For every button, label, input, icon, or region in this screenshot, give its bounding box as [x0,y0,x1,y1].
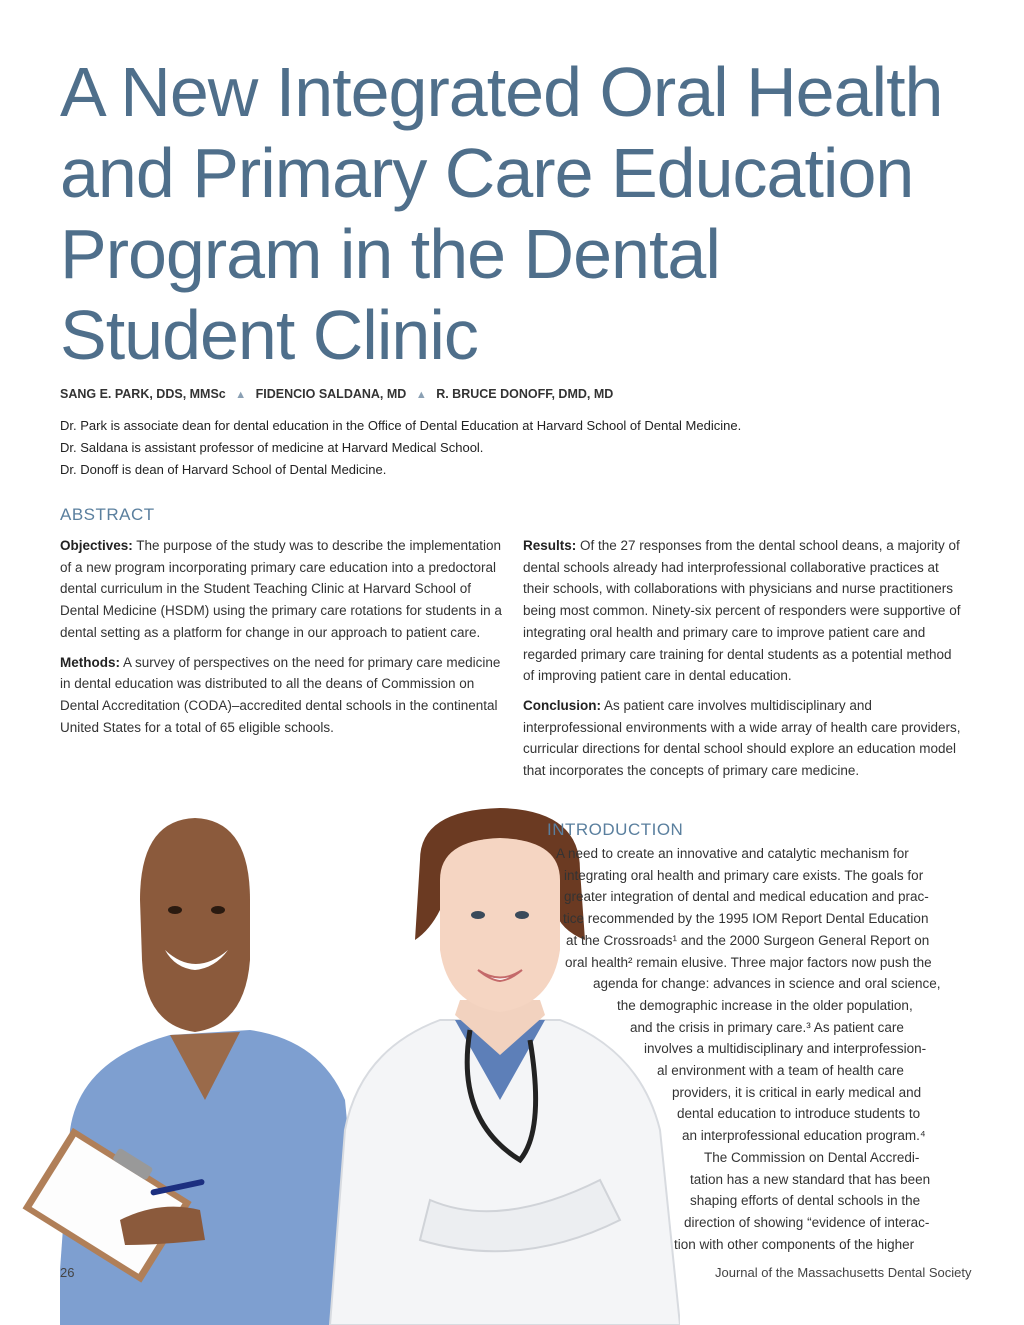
affiliations [60,415,741,481]
author-separator-icon: ▲ [415,389,427,401]
introduction-heading: INTRODUCTION [547,820,684,839]
intro-line: A need to create an innovative and catalytic mechanism for [556,846,909,861]
abstract-heading: ABSTRACT [60,505,155,524]
intro-line: al environment with a team of health care [657,1063,904,1079]
conclusion-label: Conclusion: [523,697,601,713]
objectives-label: Objectives: [60,538,133,553]
affiliation-line: Dr. Saldana is assistant professor of medicine at Harvard Medical School. [60,440,484,455]
abstract-right-column [523,535,963,790]
article-title [60,52,960,376]
intro-line: providers, it is critical in early medical and [672,1084,922,1100]
intro-line: dental education to introduce students to [677,1106,921,1122]
abstract-left-column [60,535,505,746]
introduction-body [0,843,1024,1255]
intro-line: tion with other components of the higher [674,1236,915,1252]
abstract-objectives [60,535,505,644]
author-name: R. BRUCE DONOFF, DMD, MD [436,387,614,401]
page-number: 26 [60,1265,75,1280]
title-line: Student Clinic [60,296,478,374]
results-label: Results: [523,538,577,553]
intro-line: tice recommended by the 1995 IOM Report Dental Education [563,911,929,927]
author-name: SANG E. PARK, DDS, MMSc [60,387,226,401]
intro-line: the demographic increase in the older population, [617,997,913,1013]
intro-line: integrating oral health and primary care exists. The goals for [564,867,924,883]
intro-line: an interprofessional education program.⁴ [682,1128,926,1144]
intro-line: at the Crossroads¹ and the 2000 Surgeon General Report on [566,932,930,948]
intro-line: involves a multidisciplinary and interprofession- [644,1041,927,1057]
title-line: and Primary Care Education [60,134,914,212]
conclusion-text: As patient care involves multidisciplinary and interprofessional environments with a wide array of health care providers, curricular directions for dental school should explore an education model that incorporates the concepts of primary care medicine. [523,697,961,779]
abstract-conclusion [523,695,963,782]
affiliation-line: Dr. Park is associate dean for dental education in the Office of Dental Education at Harvard School of Dental Medicine. [60,418,742,433]
methods-label: Methods: [60,654,120,670]
abstract-methods [60,652,505,739]
methods-text: A survey of perspectives on the need for primary care medicine in dental education was distributed to all the deans of Commission on Dental Accreditation (CODA)–accredited dental schools in the continental United States for a total of 65 eligible schools. [60,654,501,735]
author-separator-icon: ▲ [235,389,247,401]
affiliation-line: Dr. Donoff is dean of Harvard School of Dental Medicine. [60,462,387,477]
intro-line: agenda for change: advances in science and oral science, [593,976,941,992]
intro-line: The Commission on Dental Accredi- [704,1149,920,1165]
title-line: A New Integrated Oral Health [60,53,943,131]
title-line: Program in the Dental [60,215,720,293]
objectives-text: The purpose of the study was to describe the implementation of a new program incorporating primary care education into a predoctoral dental curriculum in the Student Teaching Clinic at Harvard School of Dental Medicine (HSDM) using the primary care rotations for students in a dental setting as a platform for change in our approach to patient care. [60,538,502,640]
journal-name: Journal of the Massachusetts Dental Society [715,1265,972,1280]
author-name: FIDENCIO SALDANA, MD [255,387,407,401]
intro-line: oral health² remain elusive. Three major factors now push the [565,954,932,970]
intro-line: shaping efforts of dental schools in the [690,1193,921,1209]
intro-line: and the crisis in primary care.³ As patient care [630,1019,904,1035]
intro-line: tation has a new standard that has been [690,1171,931,1187]
results-text: Of the 27 responses from the dental school deans, a majority of dental schools already had interprofessional collaborative practices at their schools, with collaborations with physicians and nurse practitioners being most common. Ninety-six percent of responders were supportive of integrating oral health and primary care to improve patient care and regarded primary care training for dental students as a potential method of improving patient care in dental education. [523,538,961,684]
intro-line: direction of showing “evidence of interac- [684,1214,930,1230]
intro-line: greater integration of dental and medical education and prac- [564,889,929,905]
abstract-results [523,535,963,687]
author-line [60,387,613,401]
